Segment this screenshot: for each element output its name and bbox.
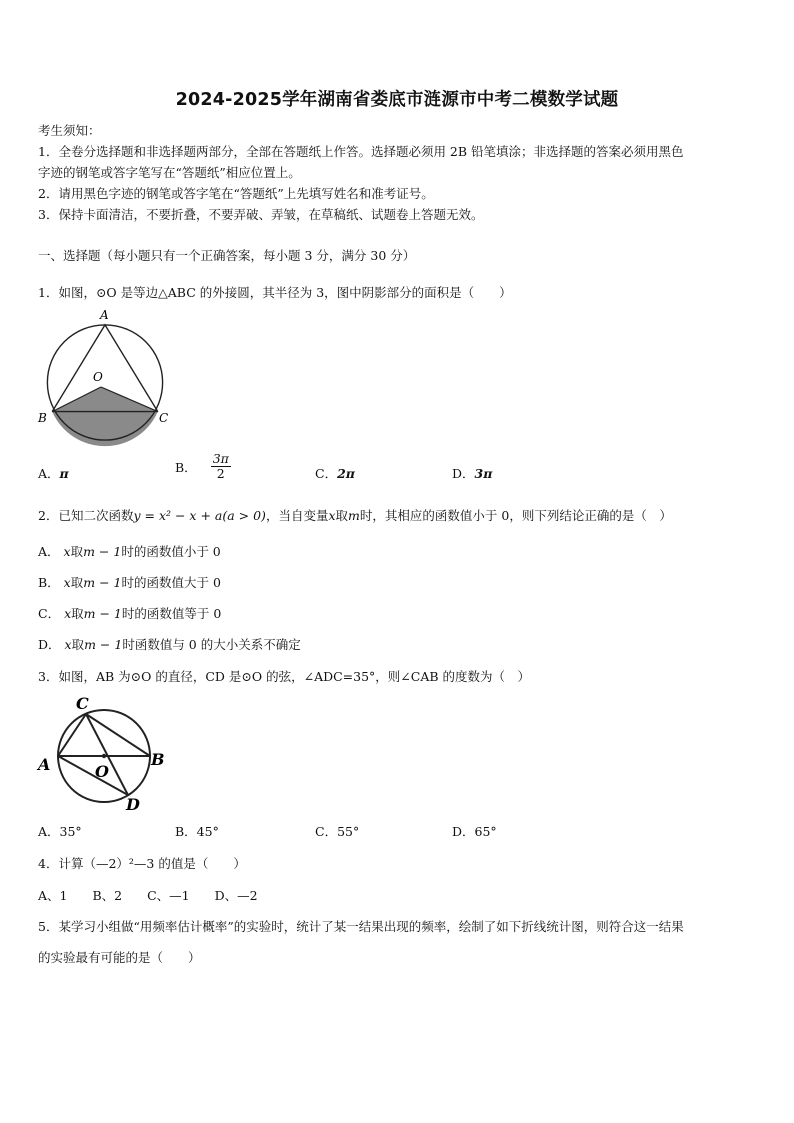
q2-option-b: B． x取m − 1时的函数值大于 0 bbox=[38, 575, 221, 590]
label-c: C bbox=[159, 411, 169, 425]
q1-figure bbox=[34, 305, 184, 450]
notice-line-3: 3．保持卡面清洁，不要折叠，不要弄破、弄皱，在草稿纸、试题卷上答题无效。 bbox=[38, 207, 484, 222]
label-a: A bbox=[100, 308, 109, 322]
notice-line-1b: 字迹的钢笔或答字笔写在“答题纸”相应位置上。 bbox=[38, 165, 301, 180]
q3-figure bbox=[34, 690, 174, 815]
q2-option-d: D． x取m − 1时函数值与 0 的大小关系不确定 bbox=[38, 637, 301, 652]
q1-option-b: B． $\frac{3\pi}{2}$ bbox=[175, 451, 229, 482]
center-dot bbox=[102, 754, 106, 758]
q4-stem: 4．计算（—2）²—3 的值是（ ） bbox=[38, 856, 246, 871]
q2-formula: y = x² − x + a(a > 0) bbox=[133, 508, 266, 523]
label-c: C bbox=[76, 694, 89, 713]
label-b: B bbox=[38, 411, 47, 425]
q3-option-d: D．65° bbox=[452, 824, 497, 839]
label-o: O bbox=[93, 370, 103, 384]
q1-stem: 1．如图，⊙O 是等边△ABC 的外接圆，其半径为 3，图中阴影部分的面积是（ ） bbox=[38, 285, 512, 300]
q1-option-c: C．2π bbox=[315, 466, 355, 481]
notice-line-1a: 1．全卷分选择题和非选择题两部分，全部在答题纸上作答。选择题必须用 2B 铅笔填涂；非选择题的答案必须用黑色 bbox=[38, 144, 684, 159]
label-o: O bbox=[95, 762, 109, 781]
q3-stem: 3．如图，AB 为⊙O 的直径，CD 是⊙O 的弦，∠ADC=35°，则∠CAB 的度数为（ ） bbox=[38, 669, 531, 684]
label-d: D bbox=[126, 795, 140, 814]
chord-cb bbox=[86, 714, 150, 756]
q2-option-c: C． x取m − 1时的函数值等于 0 bbox=[38, 606, 222, 621]
q2-stem: 2．已知二次函数y = x² − x + a(a > 0)，当自变量x取m时，其相应的函数值小于 0，则下列结论正确的是（ ） bbox=[38, 508, 672, 523]
section-heading: 一、选择题（每小题只有一个正确答案，每小题 3 分，满分 30 分） bbox=[38, 248, 416, 263]
notice-heading: 考生须知： bbox=[38, 123, 101, 138]
shaded-region bbox=[52, 387, 158, 446]
label-b: B bbox=[151, 750, 165, 769]
label-a: A bbox=[38, 755, 51, 774]
q5-stem-line2: 的实验最有可能的是（ ） bbox=[38, 950, 201, 965]
q3-option-a: A．35° bbox=[38, 824, 82, 839]
q4-options: A、1 B、2 C、—1 D、—2 bbox=[38, 888, 258, 903]
q3-option-b: B．45° bbox=[175, 824, 219, 839]
q5-stem-line1: 5．某学习小组做“用频率估计概率”的实验时，统计了某一结果出现的频率，绘制了如下折线统计图，则符合这一结果 bbox=[38, 919, 684, 934]
q3-option-c: C．55° bbox=[315, 824, 360, 839]
q1-option-d: D．3π bbox=[452, 466, 493, 481]
q1-option-a: A．π bbox=[38, 466, 69, 481]
q2-option-a: A． x取m − 1时的函数值小于 0 bbox=[38, 544, 221, 559]
notice-line-2: 2．请用黑色字迹的钢笔或答字笔在“答题纸”上先填写姓名和准考证号。 bbox=[38, 186, 434, 201]
page-title: 2024-2025学年湖南省娄底市涟源市中考二模数学试题 bbox=[175, 90, 619, 110]
